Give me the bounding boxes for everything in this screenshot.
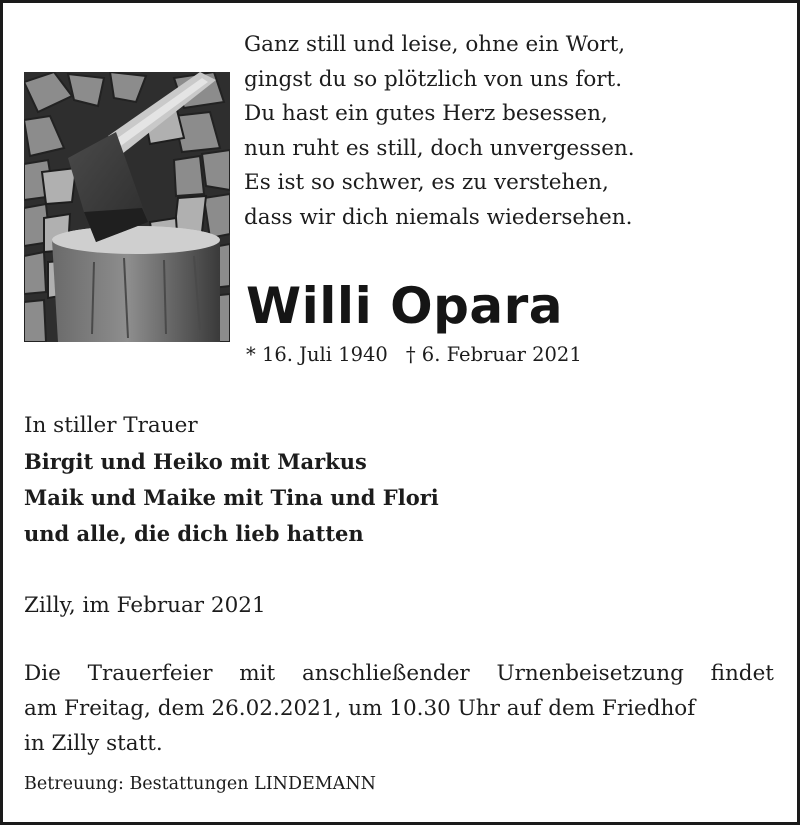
obituary-photo [24,72,230,342]
axe-in-chopping-block-icon [24,72,230,342]
poem-line: Du hast ein gutes Herz besessen, [244,101,608,126]
mourner-line: Maik und Maike mit Tina und Flori [24,485,439,510]
notice-word: findet [710,661,774,686]
mourner-line: und alle, die dich lieb hatten [24,521,364,546]
poem-line: Ganz still und leise, ohne ein Wort, [244,32,626,57]
notice-word: mit [239,661,276,686]
poem-line: nun ruht es still, doch unvergessen. [244,135,635,161]
funeral-notice-line-2: am Freitag, dem 26.02.2021, um 10.30 Uhr auf dem Friedhof [24,696,696,721]
notice-word: Trauerfeier [87,661,213,686]
notice-word: Die [24,661,61,686]
mourning-intro: In stiller Trauer [24,413,198,438]
notice-word: anschließender [301,661,470,686]
memorial-poem [244,28,635,235]
funeral-notice [24,656,774,761]
poem-line: Es ist so schwer, es zu verstehen, [244,170,609,195]
mourner-line: Birgit und Heiko mit Markus [24,449,367,474]
notice-word: Urnenbeisetzung [496,661,684,686]
deceased-name: Willi Opara [246,277,564,335]
birth-date: * 16. Juli 1940 [246,343,388,366]
mourners-block [24,408,439,552]
death-date: † 6. Februar 2021 [405,343,582,366]
poem-line: dass wir dich niemals wiedersehen. [244,204,633,230]
funeral-notice-line-3: in Zilly statt. [24,731,163,756]
funeral-home-credit: Betreuung: Bestattungen LINDEMANN [24,774,376,794]
funeral-notice-line-1 [24,656,774,691]
life-dates [246,342,582,368]
poem-line: gingst du so plötzlich von uns fort. [244,66,623,92]
place-and-date: Zilly, im Februar 2021 [24,593,266,618]
